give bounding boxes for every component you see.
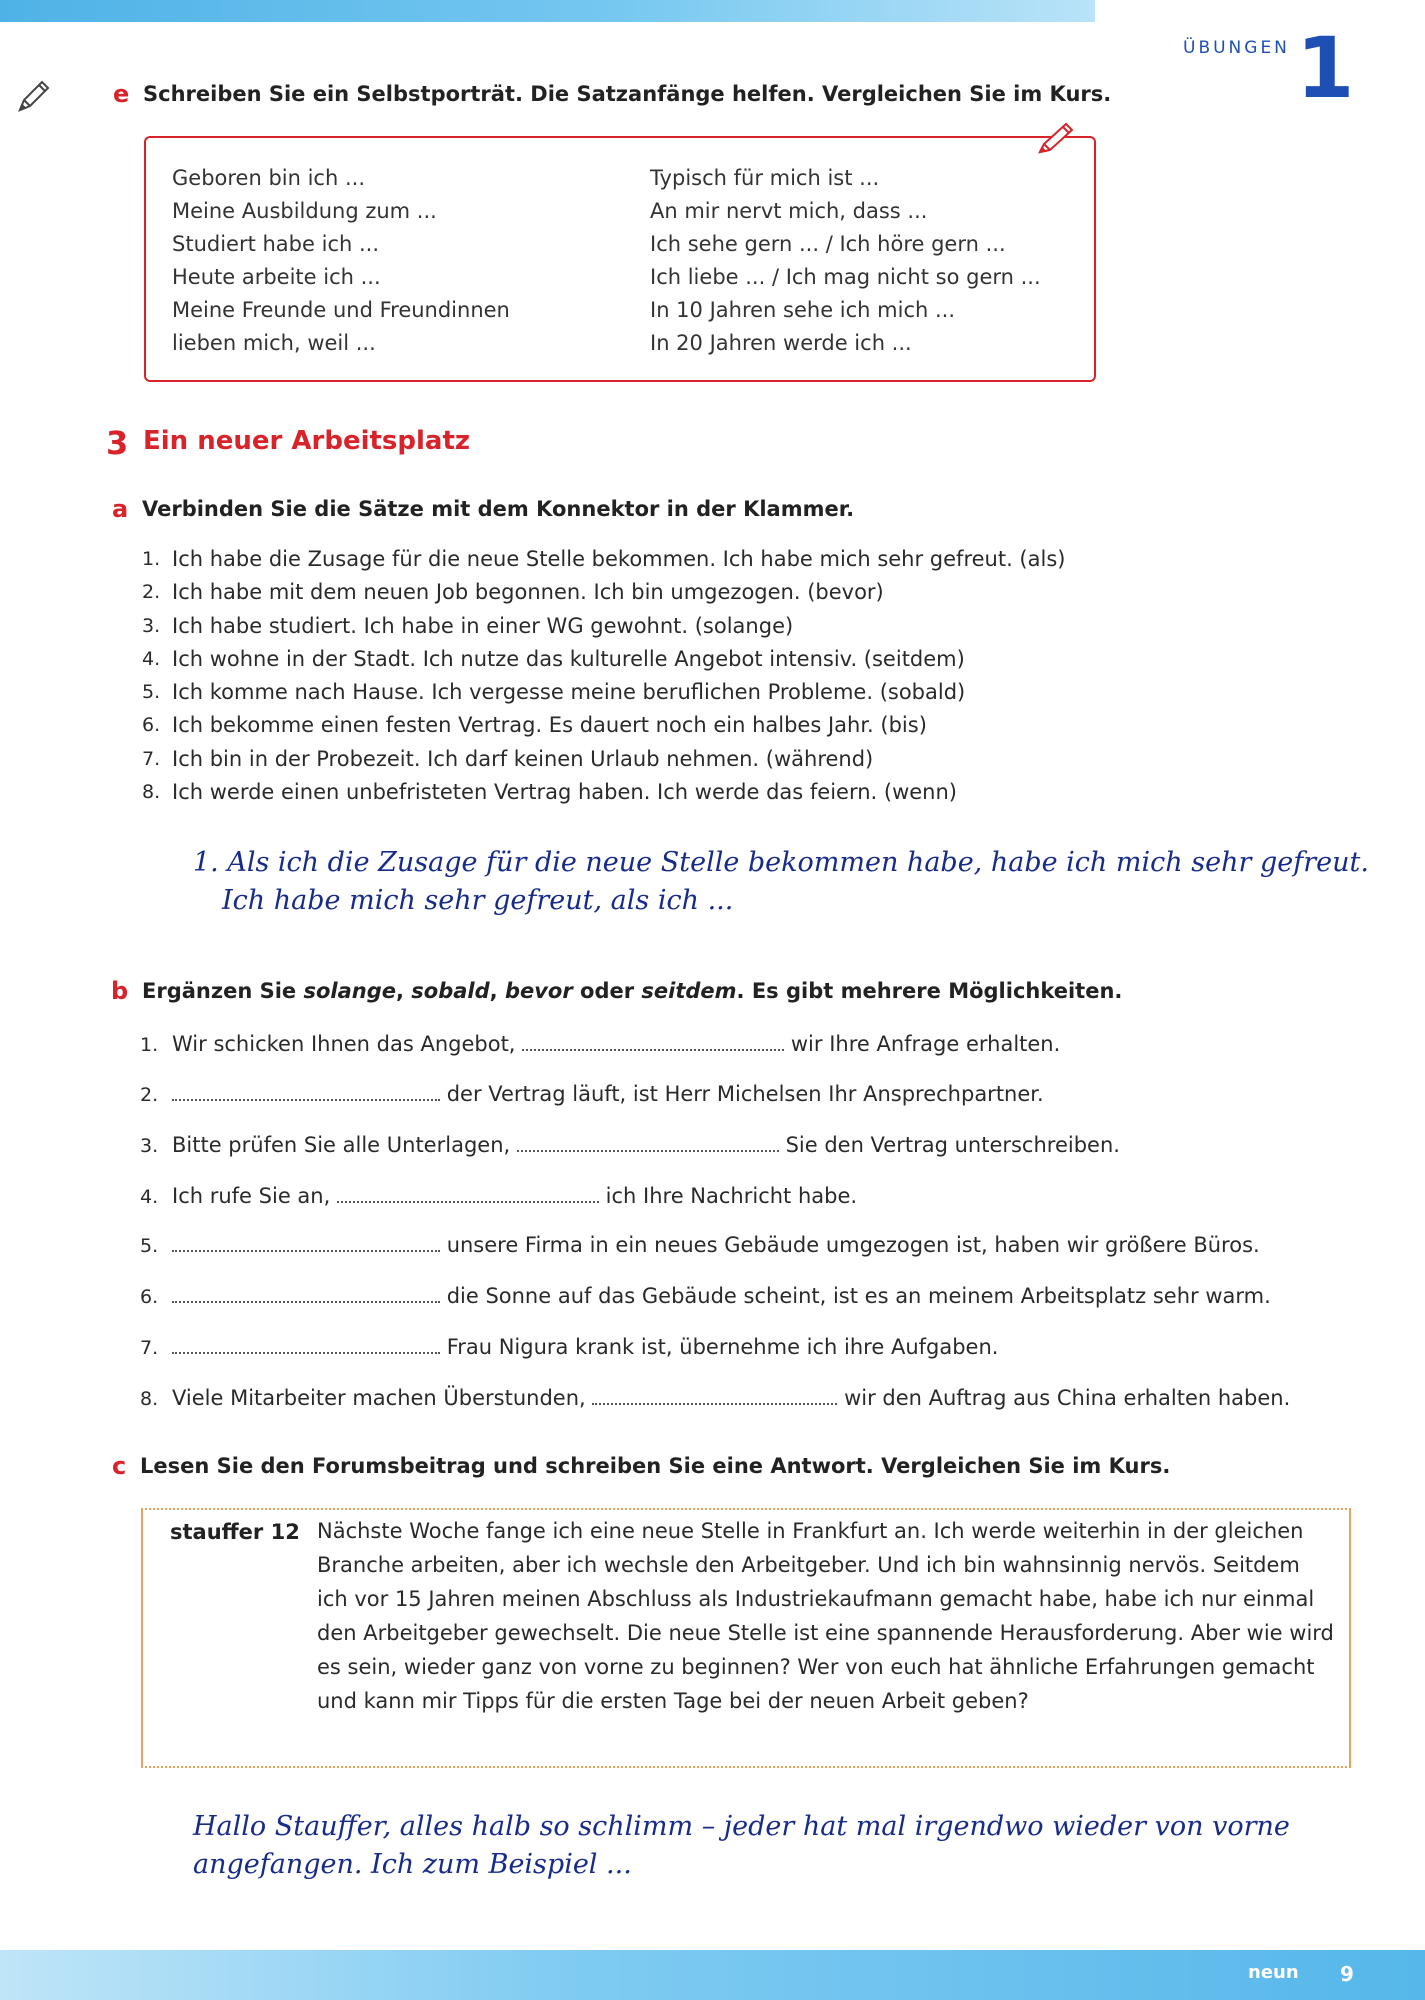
list-item [142,543,1065,576]
top-color-bar [0,0,1095,22]
starter-item: Ich liebe ... / Ich mag nicht so gern ... [650,265,1041,289]
section-number: 3 [106,424,129,462]
exercise-e-letter: e [113,80,130,108]
starter-item: lieben mich, weil ... [172,331,376,355]
list-item [142,743,1065,776]
starter-item: In 20 Jahren werde ich ... [650,331,912,355]
fill-in-item: 4. Ich rufe Sie an, ich Ihre Nachricht habe. [140,1184,858,1208]
list-item [142,643,1065,676]
fill-in-item: 5. unsere Firma in ein neues Gebäude umgezogen ist, haben wir größere Büros. [140,1233,1260,1257]
exercise-a-instruction: Verbinden Sie die Sätze mit dem Konnektor in der Klammer. [142,497,855,521]
item-number: 1. [142,548,161,570]
exercise-c-letter: c [112,1452,127,1480]
item-number: 5. [142,681,161,704]
item-number: 3. [142,614,161,637]
item-number: 4. [142,647,161,670]
list-item [142,776,1065,809]
item-text: Ich habe mit dem neuen Job begonnen. Ich bin umgezogen. (bevor) [172,580,884,605]
item-number: 8. [142,781,161,804]
pencil-icon [14,76,52,116]
starter-item: Heute arbeite ich ... [172,265,381,289]
answer-blank[interactable] [172,1334,440,1354]
page-word: neun [1248,1962,1299,1983]
exercise-a-letter: a [112,495,129,523]
handwritten-answer-c-line2: angefangen. Ich zum Beispiel ... [193,1849,632,1880]
fill-in-item: 6. die Sonne auf das Gebäude scheint, ist es an meinem Arbeitsplatz sehr warm. [140,1284,1271,1308]
starters-left-column [172,162,510,360]
handwritten-answer-a-line2: Ich habe mich sehr gefreut, als ich ... [222,885,734,916]
handwritten-answer-a-line1: 1. Als ich die Zusage für die neue Stelle bekommen habe, habe ich mich sehr gefreut. [193,847,1369,878]
item-text: Ich habe studiert. Ich habe in einer WG gewohnt. (solange) [172,613,794,638]
item-text: Ich werde einen unbefristeten Vertrag haben. Ich werde das feiern. (wenn) [172,780,957,805]
bottom-color-bar [0,1950,1425,2000]
list-item [142,676,1065,709]
connector-word: seitdem [641,979,737,1003]
item-text: Ich bin in der Probezeit. Ich darf keinen Urlaub nehmen. (während) [172,746,874,771]
fill-in-item: 8. Viele Mitarbeiter machen Überstunden, wir den Auftrag aus China erhalten haben. [140,1386,1291,1410]
starters-right-column [650,162,1041,360]
page-number: 9 [1340,1962,1354,1986]
answer-blank[interactable] [337,1183,599,1203]
starter-item: Geboren bin ich ... [172,166,365,190]
starter-item: Studiert habe ich ... [172,232,379,256]
item-text: Ich komme nach Hause. Ich vergesse meine beruflichen Probleme. (sobald) [172,680,966,705]
answer-blank[interactable] [172,1232,440,1252]
starter-item: Typisch für mich ist ... [650,166,880,190]
item-text: Ich habe die Zusage für die neue Stelle bekommen. Ich habe mich sehr gefreut. (als) [172,547,1066,571]
starter-item: Meine Ausbildung zum ... [172,199,437,223]
forum-post-text: Nächste Woche fange ich eine neue Stelle in Frankfurt an. Ich werde weiterhin in der gleichen Branche arbeiten, aber ich wechsle den Arbeitgeber. Und ich bin wahnsinnig nervös. Seitdem ich vor 15 Jahren meinen Abschluss als Industriekaufmann gemacht habe, habe ich nur einmal den Arbeitgeber gewechselt. Die neue Stelle ist eine spannende Herausforderung. Aber wie wird es sein, wieder ganz von vorne zu beginnen? Wer von euch hat ähnliche Erfahrungen gemacht und kann mir Tipps für die ersten Tage bei der neuen Arbeit geben? [317,1519,1334,1713]
fill-in-item: 3. Bitte prüfen Sie alle Unterlagen, Sie den Vertrag unterschreiben. [140,1133,1120,1157]
list-item [142,610,1065,643]
starter-item: Ich sehe gern ... / Ich höre gern ... [650,232,1006,256]
fill-in-item: 1. Wir schicken Ihnen das Angebot, wir Ihre Anfrage erhalten. [140,1032,1061,1056]
answer-blank[interactable] [517,1132,779,1152]
fill-in-item: 2. der Vertrag läuft, ist Herr Michelsen Ihr Ansprechpartner. [140,1082,1044,1106]
exercise-e-instruction: Schreiben Sie ein Selbstporträt. Die Satzanfänge helfen. Vergleichen Sie im Kurs. [143,82,1112,106]
answer-blank[interactable] [592,1385,837,1405]
item-number: 2. [142,581,161,604]
exercise-a-list [142,543,1065,809]
item-number: 7. [142,747,161,770]
section-label: ÜBUNGEN [1183,38,1290,58]
section-title: Ein neuer Arbeitsplatz [143,426,471,456]
connector-word: sobald [411,979,490,1003]
connector-word: bevor [504,979,573,1003]
connector-word: solange [303,979,396,1003]
handwritten-answer-c-line1: Hallo Stauffer, alles halb so schlimm – jeder hat mal irgendwo wieder von vorne [193,1811,1290,1842]
chapter-number: 1 [1296,19,1355,117]
starter-item: Meine Freunde und Freundinnen [172,298,510,322]
answer-blank[interactable] [522,1031,784,1051]
item-number: 6. [142,714,161,737]
item-text: Ich bekomme einen festen Vertrag. Es dauert noch ein halbes Jahr. (bis) [172,713,927,738]
answer-blank[interactable] [172,1081,440,1101]
item-text: Ich wohne in der Stadt. Ich nutze das kulturelle Angebot intensiv. (seitdem) [172,646,965,671]
forum-username: stauffer 12 [170,1520,300,1544]
list-item [142,576,1065,609]
exercise-c-instruction: Lesen Sie den Forumsbeitrag und schreiben Sie eine Antwort. Vergleichen Sie im Kurs. [140,1454,1171,1478]
starter-item: An mir nervt mich, dass ... [650,199,928,223]
starter-item: In 10 Jahren sehe ich mich ... [650,298,956,322]
list-item [142,709,1065,742]
exercise-b-letter: b [111,977,129,1005]
fill-in-item: 7. Frau Nigura krank ist, übernehme ich ihre Aufgaben. [140,1335,999,1359]
red-pencil-icon [1036,120,1080,158]
exercise-b-instruction: Ergänzen Sie solange, sobald, bevor oder seitdem. Es gibt mehrere Möglichkeiten. [142,979,1123,1003]
answer-blank[interactable] [172,1283,440,1303]
